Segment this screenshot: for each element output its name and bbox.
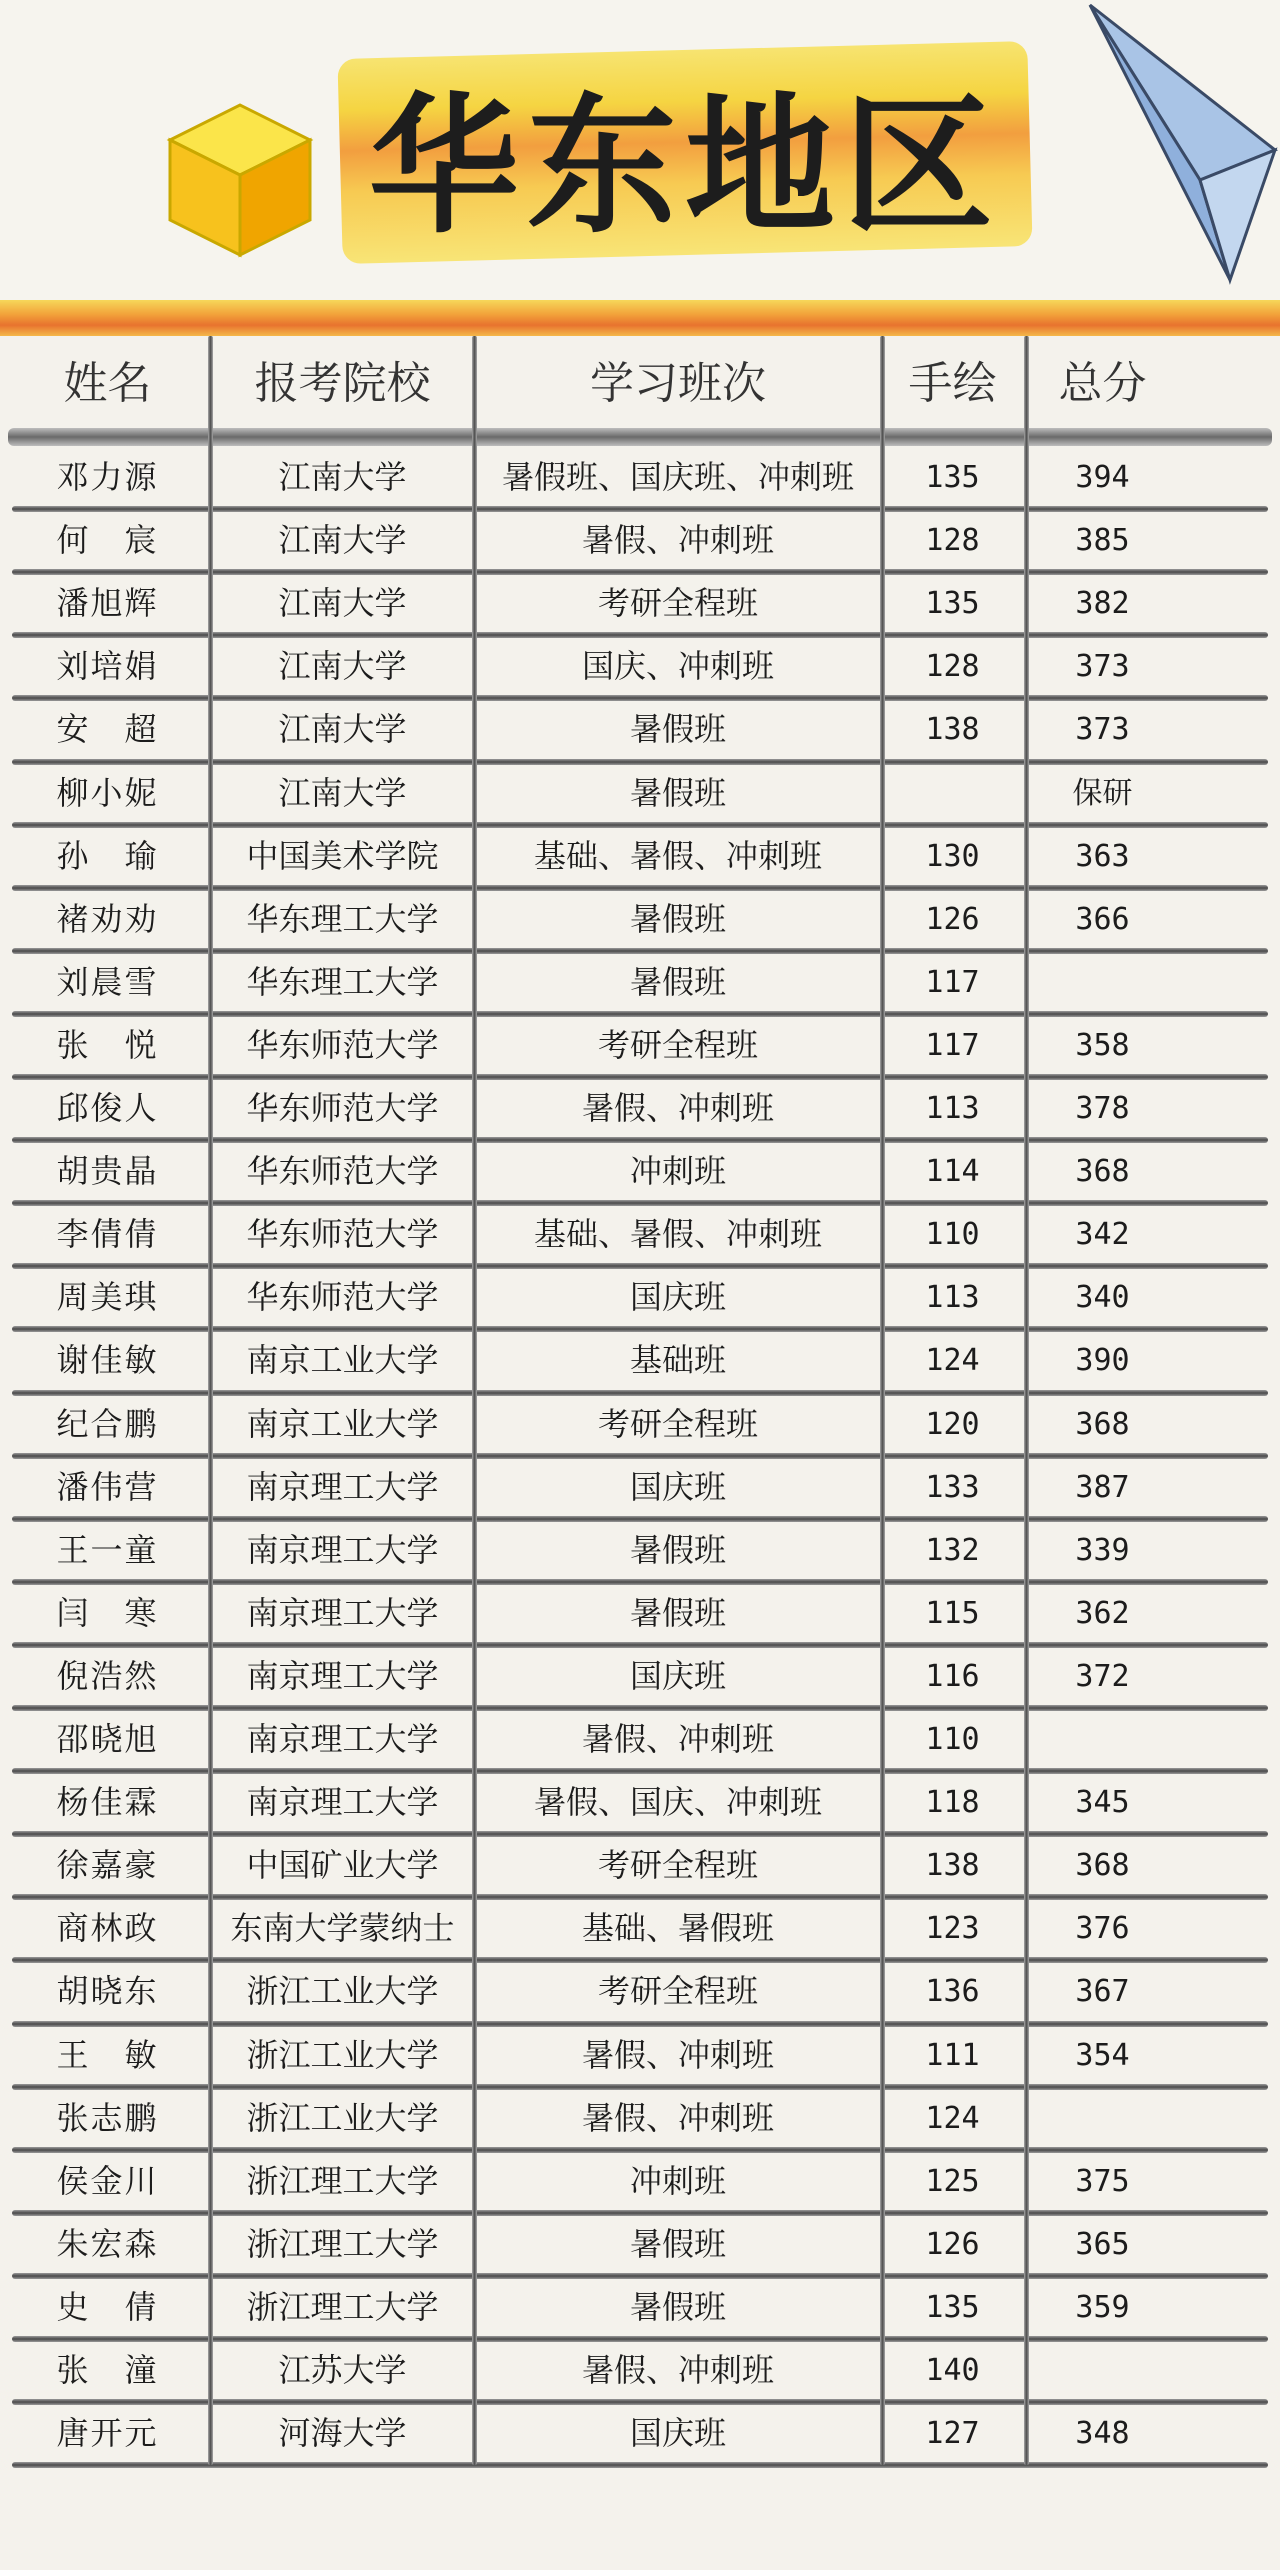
row-name: 周美琪 — [56, 1278, 159, 1317]
row-name: 唐开元 — [56, 2414, 159, 2453]
row-name: 刘培娟 — [56, 647, 159, 686]
score-table — [0, 336, 1280, 2570]
table-row — [0, 2402, 1280, 2465]
table-row — [0, 1329, 1280, 1392]
row-sketch-score: 132 — [925, 1532, 980, 1568]
row-sketch-score: 113 — [925, 1280, 980, 1316]
row-name: 杨佳霖 — [56, 1783, 159, 1822]
row-class: 暑假班 — [629, 1530, 726, 1569]
table-row — [0, 1519, 1280, 1582]
row-sketch-score: 120 — [925, 1406, 980, 1442]
row-class: 基础、暑假、冲刺班 — [533, 1215, 822, 1254]
row-class: 暑假班 — [629, 1593, 726, 1632]
row-school: 南京工业大学 — [246, 1404, 439, 1443]
row-name: 胡贵晶 — [56, 1152, 159, 1191]
row-class: 冲刺班 — [629, 2161, 726, 2200]
row-class: 暑假班 — [629, 773, 726, 812]
table-row — [0, 1897, 1280, 1960]
row-name: 张 潼 — [56, 2351, 159, 2389]
row-name: 孙 瑜 — [56, 836, 159, 875]
row-class: 暑假、冲刺班 — [581, 2351, 774, 2389]
header-stripe — [0, 300, 1280, 336]
row-school: 河海大学 — [278, 2414, 407, 2453]
row-sketch-score: 136 — [925, 1974, 980, 2010]
row-total-score: 339 — [1075, 1532, 1130, 1568]
row-sketch-score: 124 — [925, 2100, 980, 2136]
row-sketch-score: 133 — [925, 1469, 980, 1505]
row-sketch-score: 135 — [925, 586, 980, 622]
row-name: 李倩倩 — [56, 1215, 159, 1254]
column-divider — [1024, 336, 1029, 2465]
row-class: 国庆、冲刺班 — [581, 647, 774, 686]
row-school: 江南大学 — [278, 584, 407, 623]
row-name: 张志鹏 — [56, 2098, 159, 2137]
row-sketch-score: 125 — [925, 2163, 980, 2199]
row-class: 暑假班 — [629, 2224, 726, 2263]
row-class: 考研全程班 — [597, 1404, 758, 1443]
header-sketch: 手绘 — [908, 358, 997, 409]
row-sketch-score: 138 — [925, 1848, 980, 1884]
row-school: 浙江理工大学 — [246, 2161, 439, 2200]
table-row — [0, 1393, 1280, 1456]
table-row — [0, 1582, 1280, 1645]
row-sketch-score: 123 — [925, 1911, 980, 1947]
row-school: 江苏大学 — [278, 2351, 407, 2389]
row-school: 华东理工大学 — [246, 899, 439, 938]
row-school: 南京理工大学 — [246, 1530, 439, 1569]
table-row — [0, 1456, 1280, 1519]
row-school: 华东师范大学 — [246, 1278, 439, 1317]
row-school: 东南大学蒙纳士 — [230, 1909, 455, 1948]
row-name: 胡晓东 — [56, 1972, 159, 2011]
row-name: 纪合鹏 — [56, 1404, 159, 1443]
row-sketch-score: 126 — [925, 901, 980, 937]
row-sketch-score: 117 — [925, 964, 980, 1000]
row-sketch-score: 117 — [925, 1027, 980, 1063]
row-school: 浙江理工大学 — [246, 2224, 439, 2263]
row-name: 史 倩 — [56, 2287, 159, 2326]
row-total-score: 365 — [1075, 2226, 1130, 2262]
row-total-score: 342 — [1075, 1217, 1130, 1253]
table-row — [0, 1014, 1280, 1077]
row-total-score: 368 — [1075, 1154, 1130, 1190]
row-class: 基础、暑假班 — [581, 1909, 774, 1948]
row-name: 邵晓旭 — [56, 1720, 159, 1758]
table-row — [0, 2213, 1280, 2276]
row-total-score: 385 — [1075, 523, 1130, 559]
row-school: 南京理工大学 — [246, 1783, 439, 1822]
row-sketch-score: 110 — [925, 1217, 980, 1253]
header-school: 报考院校 — [254, 358, 431, 409]
row-class: 暑假、冲刺班 — [581, 521, 774, 560]
row-total-score: 363 — [1075, 838, 1130, 874]
row-school: 浙江工业大学 — [246, 1972, 439, 2011]
row-total-score: 373 — [1075, 649, 1130, 685]
row-name: 王一童 — [56, 1530, 159, 1569]
row-sketch-score: 114 — [925, 1154, 980, 1190]
row-class: 暑假班 — [629, 710, 726, 749]
row-total-score — [1030, 951, 1175, 1014]
row-total-score: 378 — [1075, 1091, 1130, 1126]
row-name: 柳小妮 — [56, 773, 159, 812]
header-banner — [0, 0, 1280, 300]
row-total-score: 354 — [1075, 2037, 1130, 2073]
row-total-score: 373 — [1075, 712, 1130, 748]
row-school: 南京理工大学 — [246, 1467, 439, 1506]
row-school: 华东师范大学 — [246, 1152, 439, 1191]
table-row — [0, 1266, 1280, 1329]
row-name: 徐嘉豪 — [56, 1846, 159, 1885]
table-row — [0, 1960, 1280, 2023]
row-total-score: 375 — [1075, 2163, 1130, 2199]
row-class: 基础班 — [629, 1341, 726, 1380]
row-class: 国庆班 — [629, 2414, 726, 2453]
row-sketch-score: 135 — [925, 460, 980, 495]
table-row — [0, 825, 1280, 888]
row-total-score: 348 — [1075, 2416, 1130, 2452]
row-name: 商林政 — [56, 1909, 159, 1948]
row-name: 张 悦 — [56, 1025, 159, 1064]
row-school: 浙江工业大学 — [246, 2035, 439, 2074]
paper-plane-icon — [1080, 0, 1280, 300]
row-school: 南京理工大学 — [246, 1593, 439, 1632]
table-row — [0, 572, 1280, 635]
row-class: 冲刺班 — [629, 1152, 726, 1191]
row-class: 暑假、冲刺班 — [581, 2035, 774, 2074]
row-sketch-score: 111 — [925, 2037, 980, 2073]
row-sketch-score: 124 — [925, 1343, 980, 1379]
table-row — [0, 446, 1280, 509]
row-total-score — [1030, 1708, 1175, 1771]
row-total-score: 340 — [1075, 1280, 1130, 1316]
table-row — [0, 951, 1280, 1014]
row-school: 南京工业大学 — [246, 1341, 439, 1380]
row-class: 暑假、国庆、冲刺班 — [533, 1783, 822, 1822]
row-sketch-score: 113 — [925, 1091, 980, 1126]
row-school: 江南大学 — [278, 710, 407, 749]
row-sketch-score: 115 — [925, 1595, 980, 1631]
table-row — [0, 635, 1280, 698]
table-row — [0, 1645, 1280, 1708]
row-school: 华东师范大学 — [246, 1215, 439, 1254]
header-divider — [8, 428, 1272, 446]
row-name: 潘伟营 — [56, 1467, 159, 1506]
column-divider — [472, 336, 477, 2465]
row-divider — [12, 2462, 1268, 2468]
row-school: 中国美术学院 — [246, 836, 439, 875]
header-name: 姓名 — [63, 358, 152, 409]
row-total-score: 390 — [1075, 1343, 1130, 1379]
row-sketch-score: 128 — [925, 523, 980, 559]
row-total-score: 376 — [1075, 1911, 1130, 1947]
row-name: 倪浩然 — [56, 1656, 159, 1695]
table-row — [0, 762, 1280, 825]
row-school: 江南大学 — [278, 773, 407, 812]
row-sketch-score: 110 — [925, 1722, 980, 1757]
row-total-score — [1030, 2087, 1175, 2150]
row-name: 潘旭辉 — [56, 584, 159, 623]
row-sketch-score: 135 — [925, 2289, 980, 2325]
table-row — [0, 1203, 1280, 1266]
row-total-score: 362 — [1075, 1595, 1130, 1631]
header-class: 学习班次 — [590, 358, 766, 409]
row-class: 暑假、冲刺班 — [581, 1089, 774, 1127]
row-class: 国庆班 — [629, 1278, 726, 1317]
table-row — [0, 1708, 1280, 1771]
table-row — [0, 509, 1280, 572]
row-school: 浙江理工大学 — [246, 2287, 439, 2326]
table-row — [0, 1140, 1280, 1203]
row-total-score: 368 — [1075, 1848, 1130, 1884]
row-sketch-score — [885, 762, 1020, 825]
row-sketch-score: 128 — [925, 649, 980, 685]
table-row — [0, 1771, 1280, 1834]
row-name: 侯金川 — [56, 2161, 159, 2200]
yellow-cube-icon — [160, 95, 320, 265]
row-total-score: 372 — [1075, 1658, 1130, 1694]
table-row — [0, 1834, 1280, 1897]
row-sketch-score: 130 — [925, 838, 980, 874]
row-school: 中国矿业大学 — [246, 1846, 439, 1885]
row-total-score: 367 — [1075, 1974, 1130, 2010]
row-school: 江南大学 — [278, 458, 407, 496]
row-total-score: 358 — [1075, 1027, 1130, 1063]
row-total-score: 366 — [1075, 901, 1130, 937]
row-class: 国庆班 — [629, 1656, 726, 1695]
row-class: 考研全程班 — [597, 1846, 758, 1885]
row-school: 浙江工业大学 — [246, 2098, 439, 2137]
row-total-score — [1030, 2339, 1175, 2402]
row-name: 安 超 — [56, 710, 159, 749]
table-row — [0, 2024, 1280, 2087]
row-class: 暑假班、国庆班、冲刺班 — [501, 458, 854, 496]
row-total-score: 359 — [1075, 2289, 1130, 2325]
row-class: 基础、暑假、冲刺班 — [533, 836, 822, 875]
header-total: 总分 — [1058, 358, 1147, 409]
row-name: 王 敏 — [56, 2035, 159, 2074]
row-class: 暑假班 — [629, 899, 726, 938]
row-class: 暑假班 — [629, 2287, 726, 2326]
row-school: 江南大学 — [278, 521, 407, 560]
row-name: 朱宏森 — [56, 2224, 159, 2263]
row-sketch-score: 118 — [925, 1785, 980, 1821]
table-row — [0, 888, 1280, 951]
row-name: 何 宸 — [56, 521, 159, 560]
row-school: 南京理工大学 — [246, 1720, 439, 1758]
row-name: 褚劝劝 — [56, 899, 159, 938]
page-title: 华东地区 — [368, 79, 1001, 254]
row-sketch-score: 138 — [925, 712, 980, 748]
table-row — [0, 2276, 1280, 2339]
row-sketch-score: 140 — [925, 2353, 980, 2388]
row-name: 邓力源 — [56, 458, 159, 496]
table-row — [0, 2150, 1280, 2213]
row-class: 考研全程班 — [597, 1025, 758, 1064]
row-class: 暑假、冲刺班 — [581, 2098, 774, 2137]
table-row — [0, 698, 1280, 761]
row-school: 江南大学 — [278, 647, 407, 686]
column-divider — [880, 336, 885, 2465]
row-school: 华东理工大学 — [246, 962, 439, 1001]
row-class: 国庆班 — [629, 1467, 726, 1506]
row-total-score: 345 — [1075, 1785, 1130, 1821]
row-class: 暑假班 — [629, 962, 726, 1001]
column-divider — [208, 336, 213, 2465]
row-sketch-score: 126 — [925, 2226, 980, 2262]
row-school: 华东师范大学 — [246, 1089, 439, 1127]
row-total-score: 394 — [1075, 460, 1130, 495]
table-row — [0, 1077, 1280, 1140]
row-name: 谢佳敏 — [56, 1341, 159, 1380]
row-total-score: 368 — [1075, 1406, 1130, 1442]
row-sketch-score: 127 — [925, 2416, 980, 2452]
row-total-score: 保研 — [1072, 775, 1133, 811]
table-row — [0, 2339, 1280, 2402]
row-name: 刘晨雪 — [56, 962, 159, 1001]
row-name: 邱俊人 — [56, 1089, 159, 1127]
row-total-score: 387 — [1075, 1469, 1130, 1505]
row-class: 考研全程班 — [597, 584, 758, 623]
row-school: 华东师范大学 — [246, 1025, 439, 1064]
row-class: 暑假、冲刺班 — [581, 1720, 774, 1758]
table-row — [0, 2087, 1280, 2150]
row-name: 闫 寒 — [56, 1593, 159, 1632]
row-total-score: 382 — [1075, 586, 1130, 622]
row-sketch-score: 116 — [925, 1658, 980, 1694]
row-school: 南京理工大学 — [246, 1656, 439, 1695]
row-class: 考研全程班 — [597, 1972, 758, 2011]
